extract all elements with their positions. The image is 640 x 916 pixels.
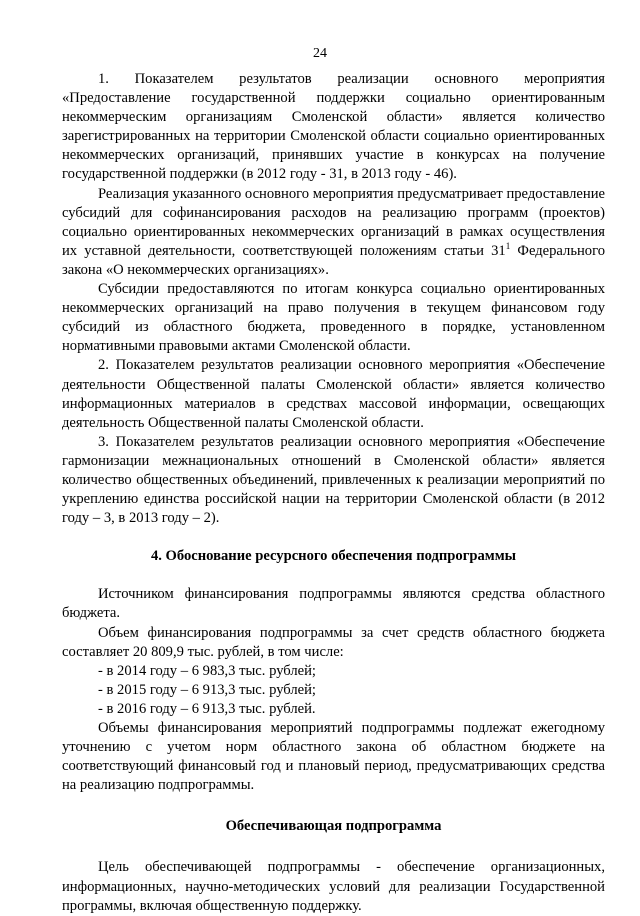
funding-year-list — [62, 662, 605, 719]
paragraph-subsidies: Субсидии предоставляются по итогам конкурса социально ориентированных некоммерческих организаций на право получения в текущем финансовом году субсидий из областного бюджета, проведенного в порядке, установленном нормативными правовыми актами Смоленской области. — [62, 281, 605, 355]
paragraph-indicator-3: 3. Показателем результатов реализации основного мероприятия «Обеспечение гармонизации межнациональных отношений в Смоленской области» является количество общественных объединений, привлеченных к реализации мероприятий по укреплению единства российской нации на территории Смоленской области (в 2012 году – 3, в 2013 году – 2). — [62, 433, 605, 527]
paragraph-implementation — [62, 185, 605, 280]
paragraph-funding-source: Источником финансирования подпрограммы являются средства областного бюджета. — [62, 586, 605, 622]
funding-year-item: - в 2016 году – 6 913,3 тыс. рублей. — [98, 700, 316, 717]
paragraph-indicator-2: 2. Показателем результатов реализации основного мероприятия «Обеспечение деятельности Общественной палаты Смоленской области» является количество информационных материалов в средствах массовой информации, освещающих деятельность Общественной палаты Смоленской области. — [62, 357, 605, 431]
paragraph-funding-volume: Объем финансирования подпрограммы за счет средств областного бюджета составляет 20 809,9 тыс. рублей, в том числе: — [62, 624, 605, 660]
article-superscript: 1 — [505, 240, 511, 251]
page-number: 24 — [313, 46, 327, 61]
section-heading-resources: 4. Обоснование ресурсного обеспечения подпрограммы — [150, 548, 517, 565]
paragraph-support-goal: Цель обеспечивающей подпрограммы - обеспечение организационных, информационных, научно-методических условий для реализации Государственной программы, включая общественную поддержку. — [62, 859, 605, 914]
section-heading-support: Обеспечивающая подпрограмма — [225, 818, 442, 835]
paragraph-indicator-1: 1. Показателем результатов реализации основного мероприятия «Предоставление государственной поддержки социально ориентированным некоммерческим организациям Смоленской области» является количество зарегистрированных на территории Смоленской области социально ориентированных некоммерческих организаций, принявших участие в конкурсах на получение государственной поддержки (в 2012 году - 31, в 2013 году - 46). — [62, 71, 605, 183]
paragraph-implementation-tail: Федерального закона «О некоммерческих организациях». — [62, 242, 606, 278]
paragraph-funding-clarification: Объемы финансирования мероприятий подпрограммы подлежат ежегодному уточнению с учетом норм областного закона об областном бюджете на соответствующий финансовый год и плановый период, предусматривающих средства на реализацию подпрограммы. — [62, 720, 605, 794]
paragraph-implementation-text: Реализация указанного основного мероприятия предусматривает предоставление субсидий для софинансирования расходов на реализацию программ (проектов) социально ориентированных некоммерческих организаций в рамках осуществления их уставной деятельности, соответствующей положениям статьи 31 — [62, 185, 605, 259]
document-body — [62, 70, 605, 916]
funding-year-item: - в 2014 году – 6 983,3 тыс. рублей; — [98, 662, 316, 679]
funding-year-item: - в 2015 году – 6 913,3 тыс. рублей; — [98, 681, 316, 698]
